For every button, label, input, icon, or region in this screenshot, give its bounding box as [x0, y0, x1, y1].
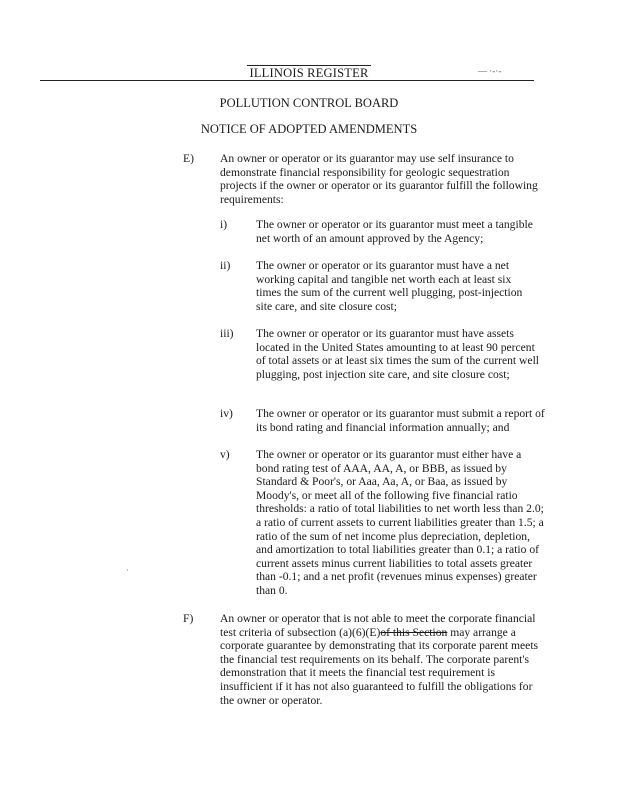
register-title: ILLINOIS REGISTER	[249, 66, 369, 80]
item-v-marker: v)	[220, 448, 230, 461]
section-e-marker: E)	[183, 152, 194, 165]
item-v-text: The owner or operator or its guarantor must either have a bond rating test of AAA, AA, A, or BBB, as issued by Standard & Poor's, or Aaa, Aa, A, or Baa, as issued by Moody's, or meet all of the following five financial ratio thresholds: a ratio of total liabilities to net worth less than 2.0; a ratio of current assets to current liabilities greater than 1.5; a ratio of the sum of net income plus depreciation, depletion, and amortization to total liabilities greater than 0.1; a ratio of current assets minus current liabilities to total assets greater than -0.1; and a net profit (revenues minus expenses) greater than 0.	[256, 448, 544, 597]
scan-speck: ·	[126, 565, 129, 575]
notice-title: NOTICE OF ADOPTED AMENDMENTS	[200, 122, 418, 136]
section-f-struck-text: of this Section	[380, 625, 448, 639]
item-iv-text: The owner or operator or its guarantor must submit a report of its bond rating and financial information annually; and	[256, 407, 545, 434]
section-e-text: An owner or operator or its guarantor may use self insurance to demonstrate financial responsibility for geologic sequestration projects if the owner or operator or its guarantor fulfill the following requirements:	[220, 152, 538, 206]
section-f-marker: F)	[183, 612, 194, 625]
item-i-text: The owner or operator or its guarantor must meet a tangible net worth of an amount approved by the Agency;	[256, 218, 533, 245]
board-title: POLLUTION CONTROL BOARD	[219, 96, 399, 110]
item-i-marker: i)	[220, 218, 228, 231]
page-mark: — ·-·-	[478, 66, 502, 76]
item-ii-text: The owner or operator or its guarantor must have a net working capital and tangible net worth each at least six times the sum of the current well plugging, post-injection site care, and site closure cost;	[256, 259, 523, 313]
item-iv-marker: iv)	[220, 407, 233, 420]
item-iii-text: The owner or operator or its guarantor must have assets located in the United States amounting to at least 90 percent of total assets or at least six times the sum of the current well plugging, post injection site care, and site closure cost;	[256, 327, 540, 381]
section-f-text	[220, 612, 546, 707]
item-iii-marker: iii)	[220, 327, 234, 340]
section-f-text-after: may arrange a corporate guarantee by demonstrating that its corporate parent meets the financial test requirements on its behalf. The corporate parent's demonstration that it meets the financial test requirement is insufficient if it has not also guaranteed to fulfill the obligations for the owner or operator.	[220, 625, 539, 707]
section-f-text-before: An owner or operator that is not able to meet the corporate financial test criteria of subsection (a)(6)(E)	[220, 612, 536, 639]
item-ii-marker: ii)	[220, 259, 231, 272]
